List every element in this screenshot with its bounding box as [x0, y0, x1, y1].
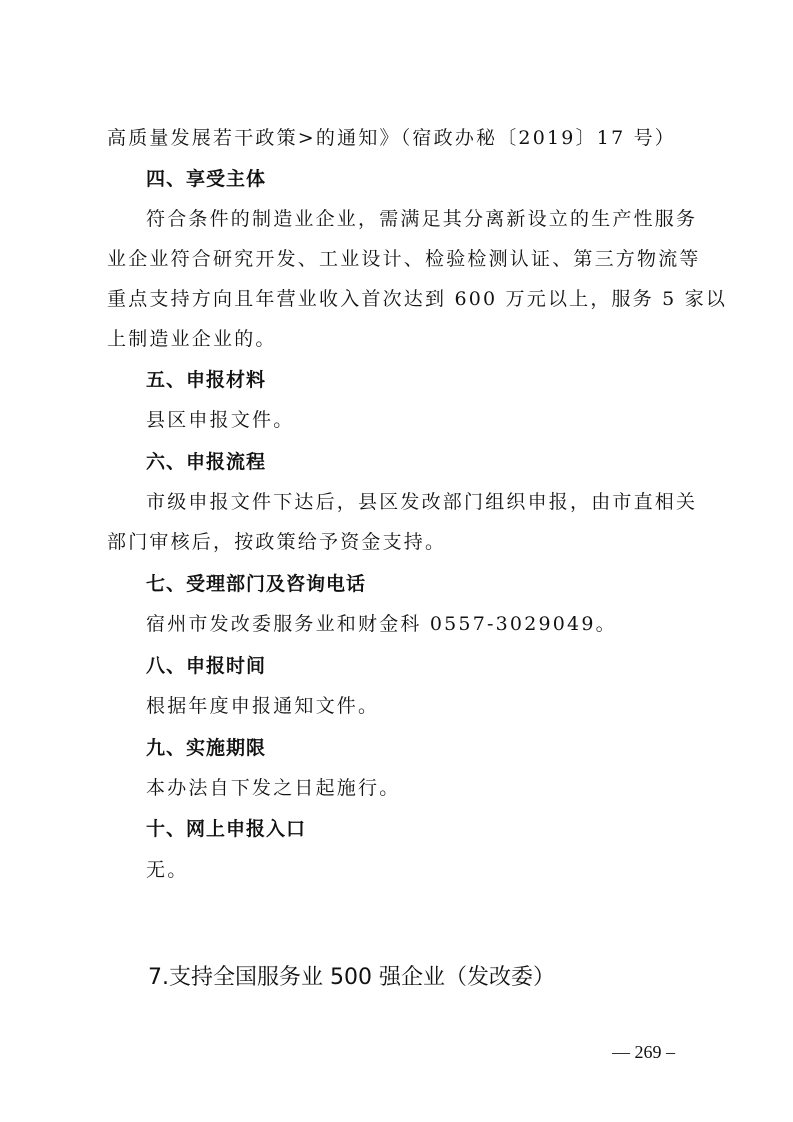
continuation-line: 高质量发展若干政策>的通知》（宿政办秘〔2019〕17 号） — [107, 127, 676, 149]
paragraph-line: 本办法自下发之日起施行。 — [146, 777, 401, 799]
paragraph-line: 根据年度申报通知文件。 — [146, 695, 380, 717]
heading-contact: 七、受理部门及咨询电话 — [146, 573, 367, 595]
paragraph-line: 业企业符合研究开发、工业设计、检验检测认证、第三方物流等 — [107, 248, 701, 270]
paragraph-line: 重点支持方向且年营业收入首次达到 600 万元以上，服务 5 家以 — [107, 288, 728, 310]
heading-implementation-period: 九、实施期限 — [146, 737, 267, 759]
page-number: — 269 – — [612, 1042, 675, 1062]
heading-materials: 五、申报材料 — [146, 369, 267, 391]
heading-online-entry: 十、网上申报入口 — [146, 818, 307, 840]
section-title: 7.支持全国服务业 500 强企业（发改委） — [148, 965, 555, 990]
paragraph-line: 县区申报文件。 — [146, 409, 295, 431]
paragraph-line: 上制造业企业的。 — [107, 328, 277, 350]
paragraph-line: 符合条件的制造业企业，需满足其分离新设立的生产性服务 — [146, 208, 698, 230]
heading-application-time: 八、申报时间 — [146, 655, 267, 677]
heading-beneficiary: 四、享受主体 — [146, 168, 267, 190]
paragraph-line: 部门审核后，按政策给予资金支持。 — [107, 531, 447, 553]
heading-process: 六、申报流程 — [146, 451, 267, 473]
paragraph-line: 市级申报文件下达后，县区发改部门组织申报，由市直相关 — [146, 491, 698, 513]
paragraph-line: 宿州市发改委服务业和财金科 0557-3029049。 — [146, 613, 617, 635]
paragraph-line: 无。 — [146, 859, 189, 881]
